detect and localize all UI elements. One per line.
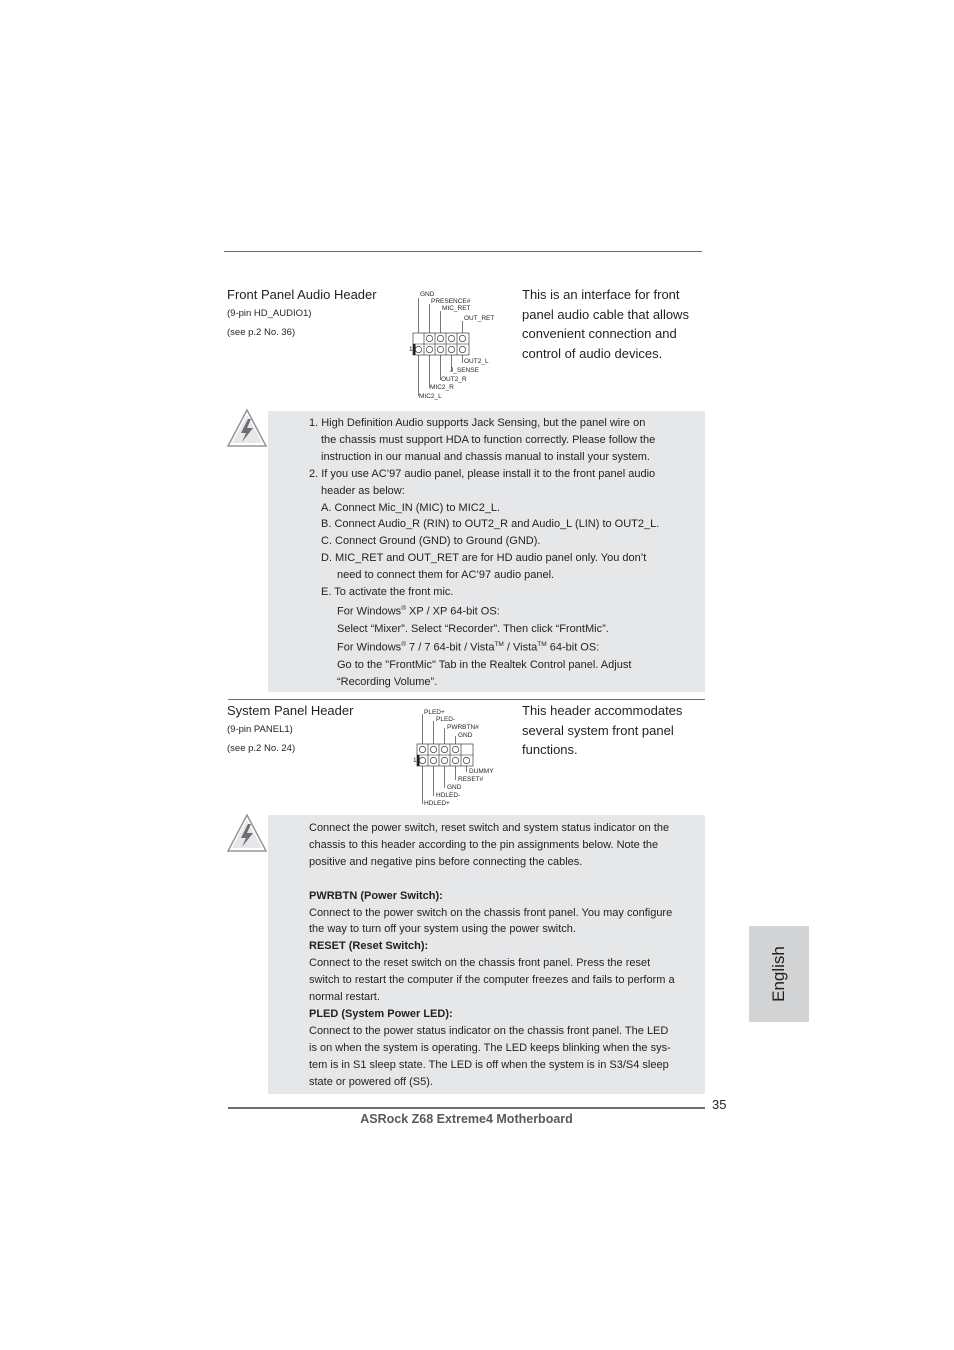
pin-label: DUMMY <box>469 768 494 775</box>
pin-label: PRESENCE# <box>431 298 471 305</box>
os-label: For Windows <box>337 605 402 618</box>
note-line: positive and negative pins before connecting the cables. <box>309 855 583 868</box>
pin-label: OUT2_L <box>464 358 489 365</box>
note-heading-pwrbtn: PWRBTN (Power Switch): <box>309 889 443 902</box>
note-line: A. Connect Mic_IN (MIC) to MIC2_L. <box>321 501 501 514</box>
pin-label: MIC2_R <box>430 384 454 391</box>
note-line: Connect the power switch, reset switch and system status indicator on the <box>309 822 670 834</box>
note-line: normal restart. <box>309 991 380 1004</box>
note-line: Connect to the power switch on the chassis front panel. You may configure <box>309 906 673 919</box>
footer-rule <box>228 1107 705 1109</box>
pin-label: GND <box>447 784 462 791</box>
note-line-windows-xp <box>309 601 659 621</box>
panel-desc-line: This header accommodates <box>522 703 683 718</box>
registered-mark: ® <box>401 604 406 612</box>
note-line: C. Connect Ground (GND) to Ground (GND). <box>321 535 541 548</box>
pin-label: RESET# <box>458 776 484 783</box>
note-heading-reset: RESET (Reset Switch): <box>309 940 429 953</box>
audio-header-ref: (see p.2 No. 36) <box>227 327 296 338</box>
note-line: chassis to this header according to the pin assignments below. Note the <box>309 838 659 851</box>
top-rule <box>224 251 702 252</box>
os-label: 64-bit OS: <box>546 642 600 655</box>
note-line: instruction in our manual and chassis manual to install your system. <box>321 450 650 463</box>
note-line: Go to the "FrontMic" Tab in the Realtek Control panel. Adjust <box>337 659 632 671</box>
note-line: tem is in S1 sleep state. The LED is off when the system is in S3/S4 sleep <box>309 1058 669 1071</box>
note-heading-pled: PLED (System Power LED): <box>309 1007 453 1020</box>
os-label: For Windows <box>337 642 402 655</box>
note-line: E. To activate the front mic. <box>321 586 454 599</box>
note-line: B. Connect Audio_R (RIN) to OUT2_R and Audio_L (LIN) to OUT2_L. <box>321 518 660 531</box>
note-line: Connect to the power status indicator on the chassis front panel. The LED <box>309 1024 669 1037</box>
panel-header-subtitle: (9-pin PANEL1) <box>227 724 293 735</box>
os-label: / Vista <box>503 642 538 655</box>
registered-mark: ® <box>401 641 406 649</box>
note-line: need to connect them for AC’97 audio panel. <box>337 569 555 582</box>
note-audio-text <box>309 415 659 691</box>
note-line: “Recording Volume”. <box>337 675 438 688</box>
note-line: header as below: <box>321 484 405 497</box>
audio-header-title: Front Panel Audio Header <box>227 287 377 302</box>
note-line: Select “Mixer”. Select “Recorder”. Then click “FrontMic”. <box>337 622 609 635</box>
panel-header-ref: (see p.2 No. 24) <box>227 743 296 754</box>
pin-label: PWRBTN# <box>447 724 479 731</box>
pin-label: OUT2_R <box>441 376 467 383</box>
pin-one-marker: 1 <box>409 346 413 353</box>
blank-line <box>309 871 675 888</box>
audio-description <box>522 285 689 363</box>
note-line: 1. High Definition Audio supports Jack Sensing, but the panel wire on <box>309 417 646 429</box>
warning-icon <box>226 408 268 448</box>
warning-icon <box>226 813 268 853</box>
note-line: state or powered off (S5). <box>309 1075 433 1088</box>
footer-title: ASRock Z68 Extreme4 Motherboard <box>360 1112 573 1126</box>
note-line: 2. If you use AC’97 audio panel, please install it to the front panel audio <box>309 467 656 480</box>
panel-desc-line: several system front panel <box>522 722 674 738</box>
pin-label: PLED+ <box>424 709 445 716</box>
language-tab-label: English <box>769 946 788 1002</box>
note-panel-text <box>309 820 675 1091</box>
pin-label: GND <box>458 732 473 739</box>
pin-label: MIC2_L <box>419 393 442 400</box>
note-line: switch to restart the computer if the computer freezes and fails to perform a <box>309 974 675 987</box>
trademark: TM <box>494 641 504 649</box>
audio-desc-line: convenient connection and <box>522 326 677 341</box>
pin-label: HDLED+ <box>424 800 450 807</box>
audio-desc-line: control of audio devices. <box>522 345 663 361</box>
pin-label: PLED- <box>436 716 456 723</box>
note-line: the chassis must support HDA to function correctly. Please follow the <box>321 433 656 446</box>
panel-description <box>522 701 682 760</box>
audio-desc-line: This is an interface for front <box>522 287 680 302</box>
audio-header-subtitle: (9-pin HD_AUDIO1) <box>227 308 312 319</box>
audio-desc-line: panel audio cable that allows <box>522 306 689 322</box>
note-line: the way to turn off your system using the power switch. <box>309 923 576 936</box>
panel-desc-line: functions. <box>522 742 578 757</box>
language-tab <box>749 926 809 1022</box>
section-divider <box>228 699 705 700</box>
os-label: 7 / 7 64-bit / Vista <box>405 642 495 655</box>
page-number: 35 <box>712 1097 727 1112</box>
pin-label: J_SENSE <box>450 367 479 374</box>
note-line-windows-7 <box>309 637 659 657</box>
os-label: XP / XP 64-bit OS: <box>405 605 500 618</box>
pin-label: HDLED- <box>436 792 461 799</box>
trademark: TM <box>537 641 547 649</box>
pin-label: OUT_RET <box>464 315 495 322</box>
note-line: Connect to the reset switch on the chassis front panel. Press the reset <box>309 957 651 970</box>
pin-label: GND <box>420 291 435 298</box>
pin-one-marker: 1 <box>413 757 417 764</box>
note-line: is on when the system is operating. The LED keeps blinking when the sys- <box>309 1041 671 1054</box>
panel-header-title: System Panel Header <box>227 703 354 718</box>
note-line: D. MIC_RET and OUT_RET are for HD audio panel only. You don’t <box>321 552 647 565</box>
pin-label: MIC_RET <box>442 305 471 312</box>
